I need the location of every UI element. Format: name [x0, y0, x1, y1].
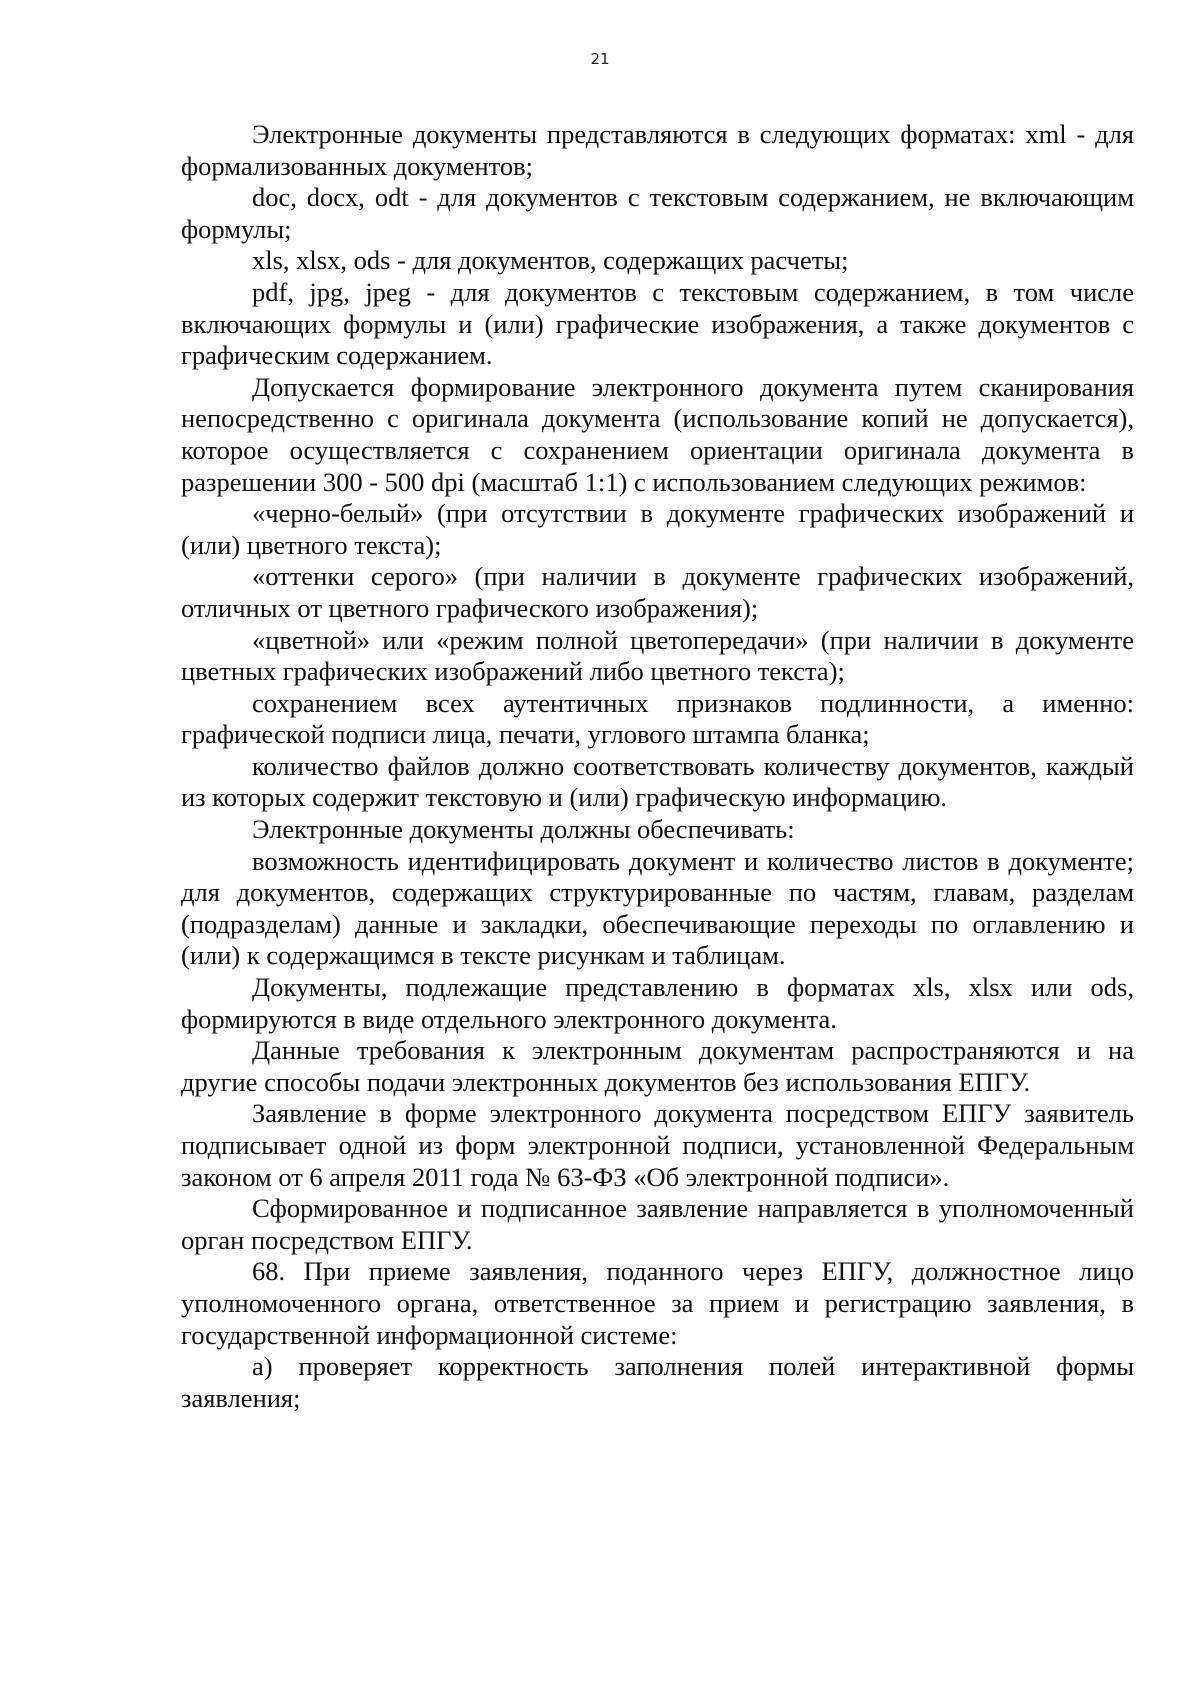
paragraph-formats-intro: Электронные документы представляются в следующих форматах: xml - для формализованных документов;	[181, 119, 1134, 181]
paragraph-submission: Сформированное и подписанное заявление направляется в уполномоченный орган посредством ЕПГУ.	[181, 1193, 1134, 1255]
paragraph-identification: возможность идентифицировать документ и количество листов в документе; для документов, содержащих структурированные по частям, главам, разделам (подразделам) данные и закладки, обеспечивающие переходы по оглавлению и (или) к содержащимся в тексте рисункам и таблицам.	[181, 845, 1134, 971]
paragraph-item-68-a: а) проверяет корректность заполнения полей интерактивной формы заявления;	[181, 1351, 1134, 1413]
paragraph-requirements-heading: Электронные документы должны обеспечивать:	[252, 814, 795, 845]
paragraph-file-count: количество файлов должно соответствовать количеству документов, каждый из которых содержит текстовую и (или) графическую информацию.	[181, 750, 1134, 813]
paragraph-scanning: Допускается формирование электронного документа путем сканирования непосредственно с оригинала документа (использование копий не допускается), которое осуществляется с сохранением ориентации оригинала документа в разрешении 300 - 500 dpi (масштаб 1:1) с использованием следующих режимов:	[181, 371, 1134, 497]
paragraph-authenticity: сохранением всех аутентичных признаков подлинности, а именно: графической подписи лица, печати, углового штампа бланка;	[181, 687, 1134, 750]
paragraph-formats-xls: xls, xlsx, ods - для документов, содержащих расчеты;	[252, 245, 849, 276]
paragraph-formats-pdf: pdf, jpg, jpeg - для документов с текстовым содержанием, в том числе включающих формулы и (или) графические изображения, а также документов с графическим содержанием.	[181, 276, 1134, 371]
paragraph-other-methods: Данные требования к электронным документам распространяются и на другие способы подачи электронных документов без использования ЕПГУ.	[181, 1035, 1134, 1097]
paragraph-mode-color: «цветной» или «режим полной цветопередачи» (при наличии в документе цветных графических изображений либо цветного текста);	[181, 624, 1134, 687]
paragraph-mode-grayscale: «оттенки серого» (при наличии в документе графических изображений, отличных от цветного графического изображения);	[181, 561, 1134, 623]
paragraph-spreadsheets: Документы, подлежащие представлению в форматах xls, xlsx или ods, формируются в виде отдельного электронного документа.	[181, 972, 1134, 1034]
document-body	[181, 119, 1134, 1414]
paragraph-mode-bw: «черно-белый» (при отсутствии в документе графических изображений и (или) цветного текста);	[181, 498, 1134, 560]
page-number: 21	[590, 50, 610, 68]
paragraph-signature: Заявление в форме электронного документа посредством ЕПГУ заявитель подписывает одной из форм электронной подписи, установленной Федеральным законом от 6 апреля 2011 года № 63-ФЗ «Об электронной подписи».	[181, 1098, 1134, 1192]
paragraph-formats-doc: doc, docx, odt - для документов с текстовым содержанием, не включающим формулы;	[181, 182, 1134, 244]
paragraph-item-68: 68. При приеме заявления, поданного через ЕПГУ, должностное лицо уполномоченного органа, ответственное за прием и регистрацию заявления, в государственной информационной системе:	[181, 1256, 1134, 1350]
